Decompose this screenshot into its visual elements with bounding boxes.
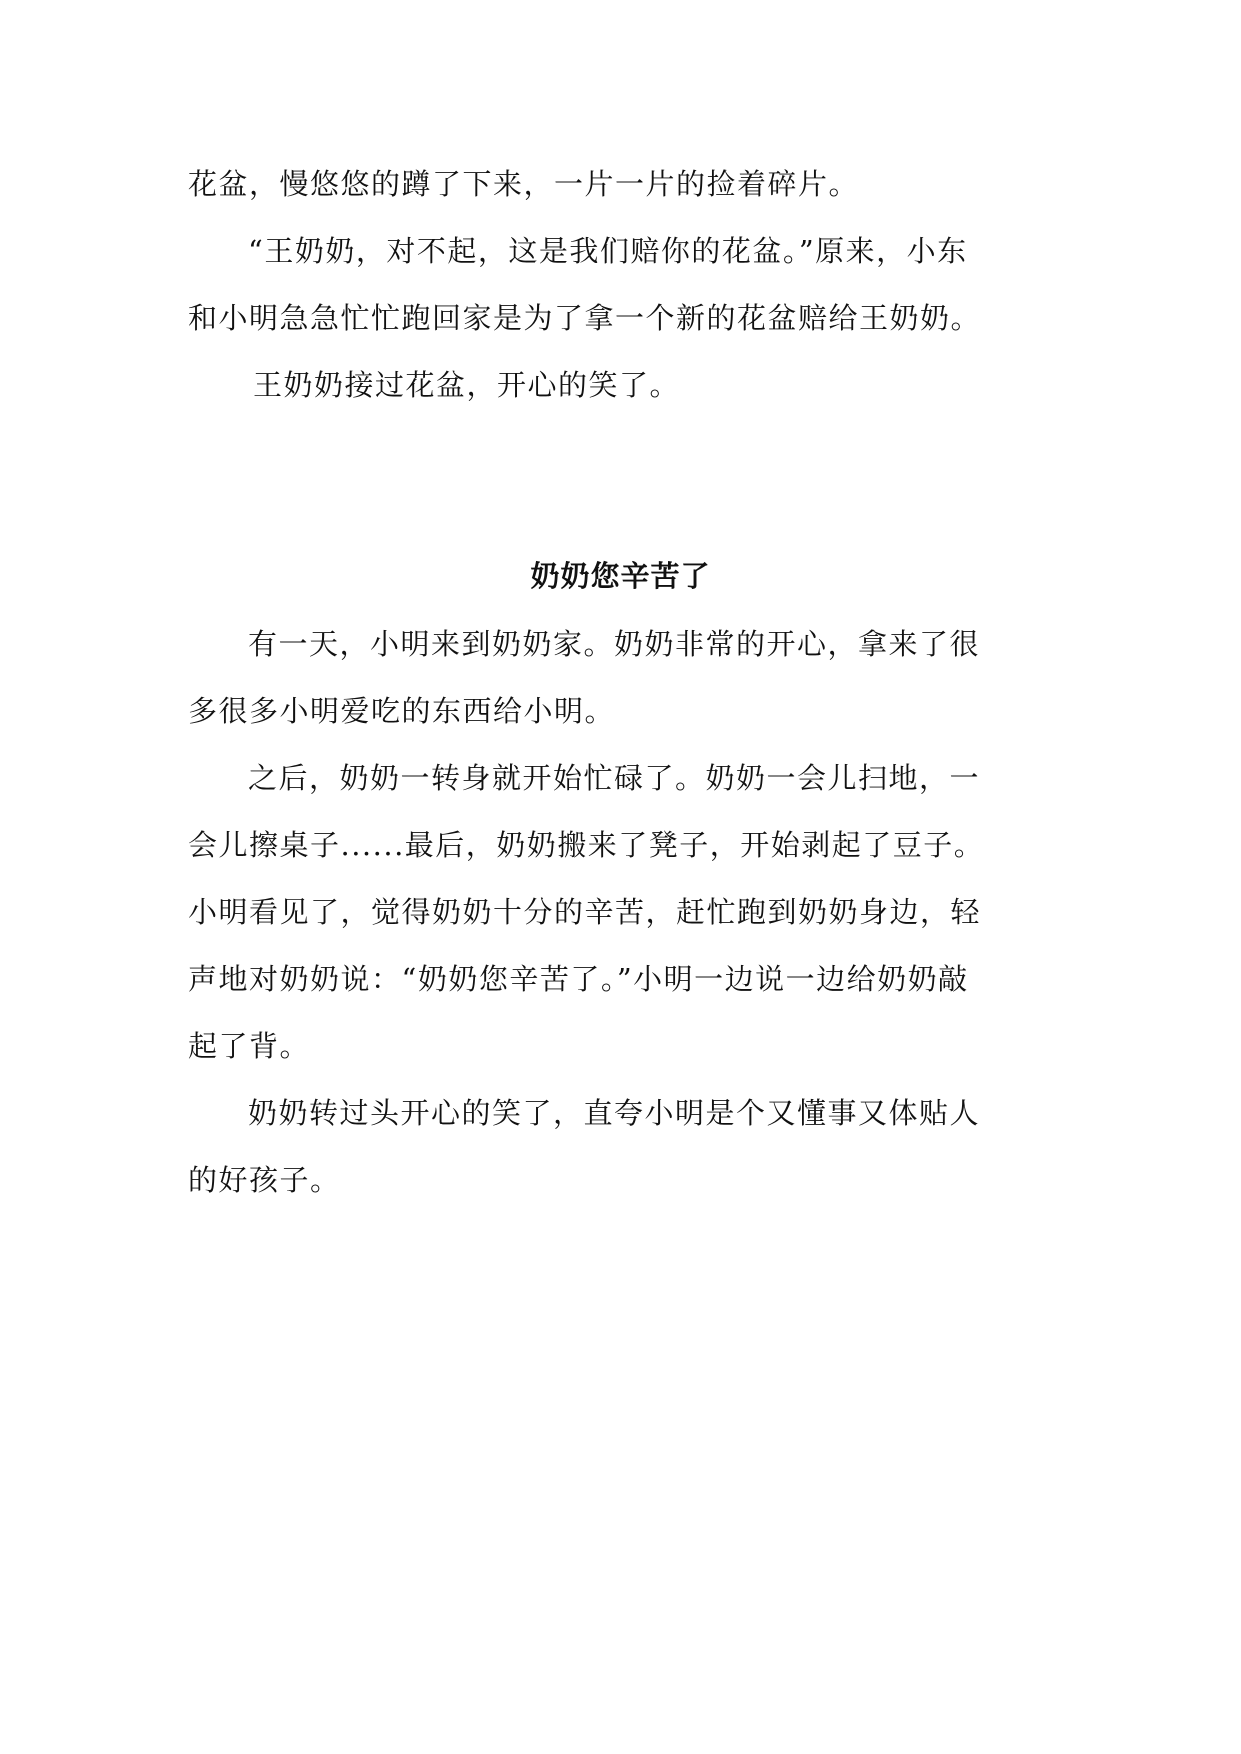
story1-line-1: 花盆，慢悠悠的蹲了下来，一片一片的捡着碎片。 [188, 167, 860, 201]
story2-line-9: 的好孩子。 [188, 1163, 341, 1197]
story2-line-3: 之后，奶奶一转身就开始忙碌了。奶奶一会儿扫地，一 [248, 761, 981, 795]
story2-line-1: 有一天，小明来到奶奶家。奶奶非常的开心，拿来了很 [248, 627, 981, 661]
story1-line-4: 王奶奶接过花盆，开心的笑了。 [253, 368, 681, 402]
story1-line-3: 和小明急急忙忙跑回家是为了拿一个新的花盆赔给王奶奶。 [188, 301, 982, 335]
story-title: 奶奶您辛苦了 [530, 559, 711, 593]
story2-line-4: 会儿擦桌子......最后，奶奶搬来了凳子，开始剥起了豆子。 [188, 828, 985, 862]
story2-line-2: 多很多小明爱吃的东西给小明。 [188, 694, 616, 728]
story1-line-2: “王奶奶，对不起，这是我们赔你的花盆。”原来，小东 [248, 234, 968, 268]
story2-line-8: 奶奶转过头开心的笑了，直夸小明是个又懂事又体贴人 [248, 1096, 981, 1130]
story2-line-5: 小明看见了，觉得奶奶十分的辛苦，赶忙跑到奶奶身边，轻 [188, 895, 982, 929]
story2-line-7: 起了背。 [188, 1029, 311, 1063]
story2-line-6: 声地对奶奶说：“奶奶您辛苦了。”小明一边说一边给奶奶敲 [188, 962, 969, 996]
